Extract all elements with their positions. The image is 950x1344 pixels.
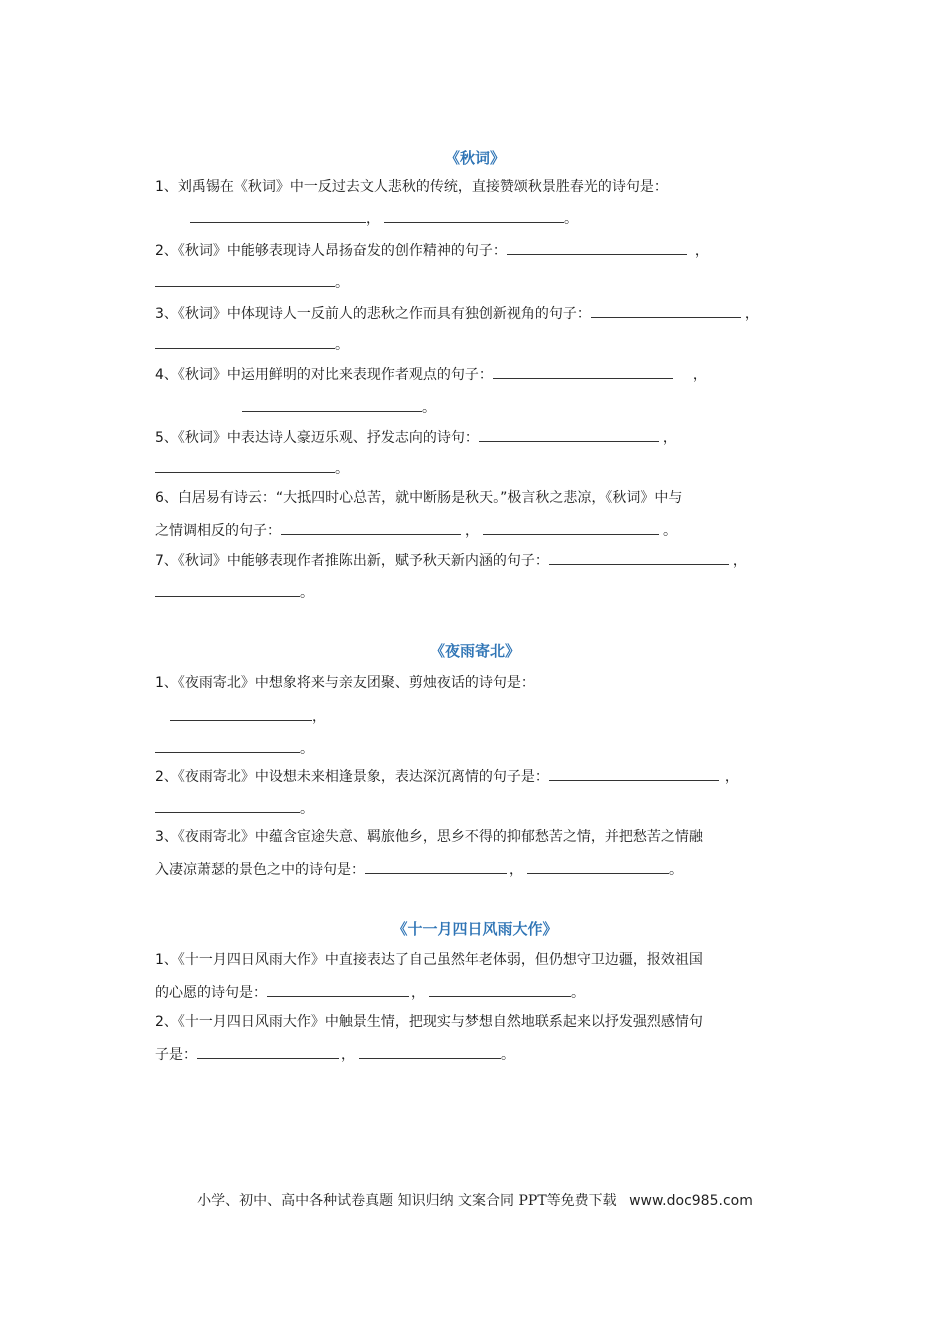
- question-3-answer-line: 。: [155, 334, 349, 355]
- question-5-answer-line: 。: [155, 458, 349, 479]
- question-7-line: 7、《秋词》中能够表现作者推陈出新，赋予秋天新内涵的句子： ，: [155, 550, 747, 571]
- answer-blank[interactable]: [493, 364, 673, 379]
- question-3-line: 3、《秋词》中体现诗人一反前人的悲秋之作而具有独创新视角的句子： ，: [155, 303, 759, 324]
- answer-blank[interactable]: [242, 397, 422, 412]
- question-yy2-answer-line: 。: [155, 798, 314, 819]
- footer: [0, 1190, 950, 1210]
- question-4-line: 4、《秋词》中运用鲜明的对比来表现作者观点的句子： ，: [155, 364, 707, 385]
- question-1-answer-line: ， 。: [190, 208, 578, 229]
- answer-blank[interactable]: [155, 272, 335, 287]
- answer-blank[interactable]: [155, 798, 300, 813]
- footer-text: 小学、初中、高中各种试卷真题 知识归纳 文案合同 PPT等免费下载: [197, 1193, 617, 1209]
- question-yy3-stem: 3、《夜雨寄北》中蕴含宦途失意、羁旅他乡，思乡不得的抑郁愁苦之情，并把愁苦之情融: [155, 829, 703, 845]
- section-title-fengyudazuo: 《十一月四日风雨大作》: [392, 920, 558, 938]
- answer-blank[interactable]: [155, 334, 335, 349]
- question-6-answer-line: 之情调相反的句子： ， 。: [155, 520, 677, 541]
- answer-blank[interactable]: [527, 859, 669, 874]
- question-yy1-answer-line-a: ，: [170, 706, 326, 727]
- question-2-line: 2、《秋词》中能够表现诗人昂扬奋发的创作精神的句子： ，: [155, 240, 709, 261]
- answer-blank[interactable]: [549, 766, 719, 781]
- answer-blank[interactable]: [591, 303, 741, 318]
- answer-blank[interactable]: [155, 738, 300, 753]
- question-5-line: 5、《秋词》中表达诗人豪迈乐观、抒发志向的诗句： ，: [155, 427, 677, 448]
- answer-blank[interactable]: [197, 1044, 339, 1059]
- question-4-answer-line: 。: [242, 397, 436, 418]
- answer-blank[interactable]: [429, 982, 571, 997]
- footer-link[interactable]: www.doc985.com: [629, 1193, 753, 1209]
- answer-blank[interactable]: [281, 520, 461, 535]
- answer-blank[interactable]: [155, 458, 335, 473]
- answer-blank[interactable]: [479, 427, 659, 442]
- question-7-answer-line: 。: [155, 582, 314, 603]
- answer-blank[interactable]: [483, 520, 659, 535]
- section-title-yeyujibei: 《夜雨寄北》: [429, 642, 520, 660]
- question-1-stem: 1、刘禹锡在《秋词》中一反过去文人悲秋的传统，直接赞颂秋景胜春光的诗句是：: [155, 179, 668, 195]
- question-yy1-answer-line-b: 。: [155, 738, 314, 759]
- question-fy1-stem: 1、《十一月四日风雨大作》中直接表达了自己虽然年老体弱，但仍想守卫边疆，报效祖国: [155, 952, 703, 968]
- question-yy3-answer-line: 入凄凉萧瑟的景色之中的诗句是： ， 。: [155, 859, 683, 880]
- answer-blank[interactable]: [170, 706, 312, 721]
- question-fy1-answer-line: 的心愿的诗句是： ， 。: [155, 982, 585, 1003]
- question-yy2-line: 2、《夜雨寄北》中设想未来相逢景象，表达深沉离情的句子是： ，: [155, 766, 739, 787]
- answer-blank[interactable]: [384, 208, 564, 223]
- answer-blank[interactable]: [267, 982, 409, 997]
- answer-blank[interactable]: [359, 1044, 501, 1059]
- answer-blank[interactable]: [365, 859, 507, 874]
- answer-blank[interactable]: [155, 582, 300, 597]
- question-fy2-stem: 2、《十一月四日风雨大作》中触景生情，把现实与梦想自然地联系起来以抒发强烈感情句: [155, 1014, 703, 1030]
- question-fy2-answer-line: 子是： ， 。: [155, 1044, 515, 1065]
- question-yy1-stem: 1、《夜雨寄北》中想象将来与亲友团聚、剪烛夜话的诗句是：: [155, 675, 535, 691]
- question-6-stem: 6、白居易有诗云：“大抵四时心总苦，就中断肠是秋天。”极言秋之悲凉，《秋词》中与: [155, 490, 683, 506]
- answer-blank[interactable]: [507, 240, 687, 255]
- question-2-answer-line: 。: [155, 272, 349, 293]
- answer-blank[interactable]: [549, 550, 729, 565]
- answer-blank[interactable]: [190, 208, 366, 223]
- section-title-qiuci: 《秋词》: [444, 149, 505, 167]
